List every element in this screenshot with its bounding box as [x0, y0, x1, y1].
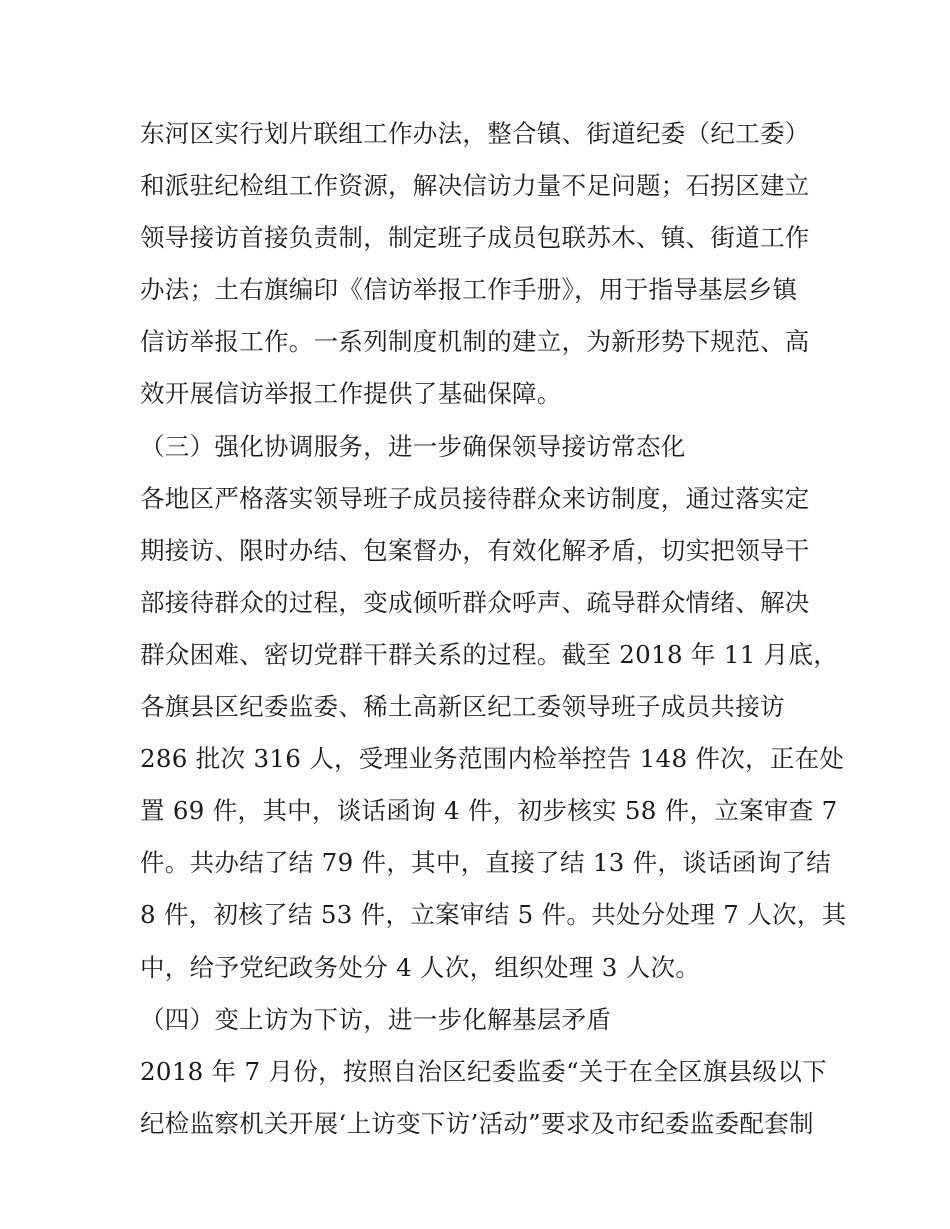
text-line: 各旗县区纪委监委、稀土高新区纪工委领导班子成员共接访 — [140, 692, 785, 722]
text-line: 东河区实行划片联组工作办法，整合镇、街道纪委（纪工委） — [140, 119, 810, 148]
text-line: 信访举报工作。一系列制度机制的建立，为新形势下规范、高 — [140, 327, 810, 357]
text-line: 中，给予党纪政务处分 4 人次，组织处理 3 人次。 — [140, 952, 701, 982]
text-line: 办法；土右旗编印《信访举报工作手册》，用于指导基层乡镇 — [140, 275, 798, 305]
text-line: 纪检监察机关开展‘上访变下访’活动”要求及市纪委监委配套制 — [140, 1108, 814, 1138]
text-line: 8 件，初核了结 53 件，立案审结 5 件。共处分处理 7 人次，其 — [140, 900, 847, 930]
text-line: 效开展信访举报工作提供了基础保障。 — [140, 379, 562, 409]
body-text — [140, 108, 847, 1150]
text-line: 和派驻纪检组工作资源，解决信访力量不足问题；石拐区建立 — [140, 171, 810, 201]
text-line: 置 69 件，其中，谈话函询 4 件，初步核实 58 件，立案审查 7 — [140, 796, 838, 826]
text-line: 领导接访首接负责制，制定班子成员包联苏木、镇、街道工作 — [140, 223, 810, 253]
text-line: 部接待群众的过程，变成倾听群众呼声、疏导群众情绪、解决 — [140, 587, 810, 617]
text-line: 2018 年 7 月份，按照自治区纪委监委“关于在全区旗县级以下 — [140, 1056, 827, 1086]
text-line: 期接访、限时办结、包案督办，有效化解矛盾，切实把领导干 — [140, 535, 810, 565]
text-line: 群众困难、密切党群干群关系的过程。截至 2018 年 11 月底， — [140, 639, 839, 669]
section-heading-3: （三）强化协调服务，进一步确保领导接访常态化 — [140, 431, 686, 461]
text-line: 各地区严格落实领导班子成员接待群众来访制度，通过落实定 — [140, 483, 810, 513]
section-heading-4: （四）变上访为下访，进一步化解基层矛盾 — [140, 1004, 612, 1034]
text-line: 件。共办结了结 79 件，其中，直接了结 13 件，谈话函询了结 — [140, 848, 832, 878]
text-line: 286 批次 316 人，受理业务范围内检举控告 148 件次，正在处 — [140, 744, 845, 774]
